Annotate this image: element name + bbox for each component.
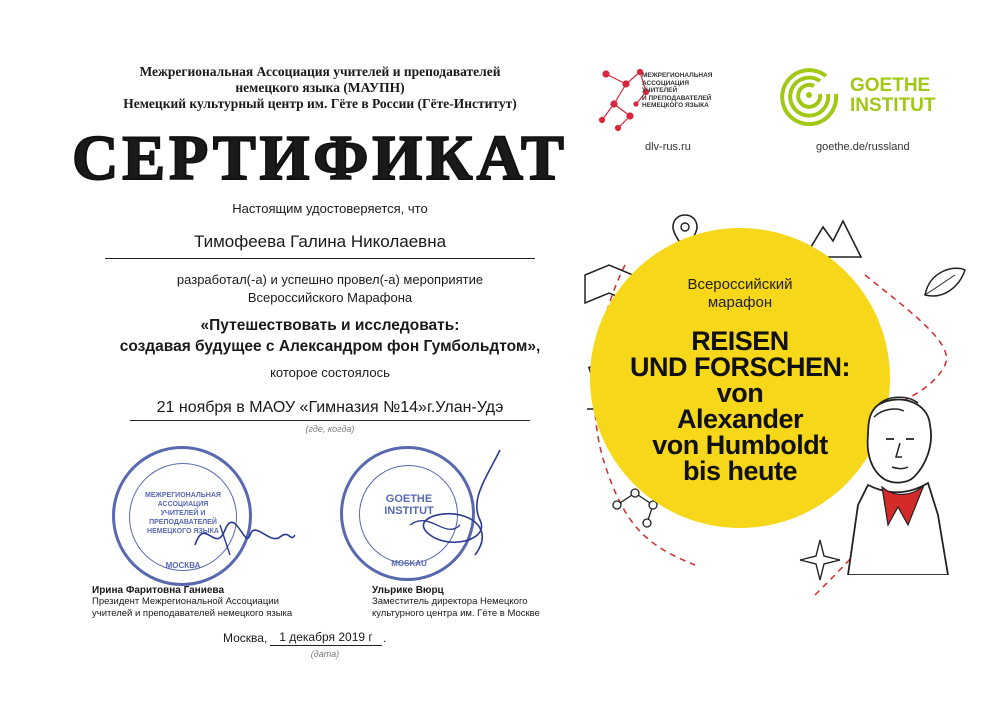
marathon-title-line-2: UND FORSCHEN: <box>630 352 850 382</box>
organizer-line-3: Немецкий культурный центр им. Гёте в России (Гёте-Институт) <box>123 96 517 111</box>
goethe-logo <box>776 64 946 130</box>
stamp-left-text-1: МЕЖРЕГИОНАЛЬНАЯ <box>145 492 221 499</box>
goethe-wordmark <box>850 76 936 116</box>
dlv-text-5: НЕМЕЦКОГО ЯЗЫКА <box>642 102 709 109</box>
dlv-text-3: УЧИТЕЛЕЙ <box>642 87 678 94</box>
signatory-right-role-2: культурного центра им. Гёте в Москве <box>372 608 540 619</box>
stamp-left-text-2: АССОЦИАЦИЯ <box>157 501 209 508</box>
dlv-text-1: МЕЖРЕГИОНАЛЬНАЯ <box>642 72 713 79</box>
body-line-1: разработал(-а) и успешно провел(-а) мероприятие <box>176 272 484 287</box>
leaf-icon <box>925 268 965 296</box>
place-city: Москва, <box>223 631 268 645</box>
dlv-url: dlv-rus.ru <box>645 141 691 153</box>
organizer-line-2: немецкого языка (МАУПН) <box>235 80 405 95</box>
goethe-spiral-icon <box>776 64 844 130</box>
certificate-date: 1 декабря 2019 г <box>270 629 382 646</box>
marathon-title-line-1: REISEN <box>691 326 789 356</box>
stamp-right-text-1: GOETHE <box>385 493 433 505</box>
signature-right <box>390 440 520 570</box>
goethe-url: goethe.de/russland <box>816 141 910 153</box>
dlv-text-4: И ПРЕПОДАВАТЕЛЕЙ <box>642 94 712 102</box>
compass-rose-icon <box>800 540 840 580</box>
marathon-title-line-6: bis heute <box>682 456 798 486</box>
date-suffix: . <box>383 631 387 645</box>
signatory-right-role-1: Заместитель директора Немецкого <box>372 596 528 607</box>
signatory-left-name: Ирина Фаритовна Ганиева <box>92 585 225 596</box>
stamp-left-text-4: НЕМЕЦКОГО ЯЗЫКА <box>147 528 219 535</box>
signatory-left-role-1: Президент Межрегиональной Ассоциации <box>92 596 279 607</box>
signatory-left-role-2: учителей и преподавателей немецкого языка <box>92 608 293 619</box>
body-text <box>110 271 550 307</box>
signature-left <box>190 505 300 565</box>
goethe-word-1: GOETHE <box>850 75 931 96</box>
stamp-right-city: MOSKAU <box>391 559 427 568</box>
date-hint: (дата) <box>310 649 340 659</box>
signatory-right-name: Ульрике Вюрц <box>372 585 444 596</box>
certify-text: Настоящим удостоверяется, что <box>232 201 428 216</box>
marathon-title-line-3: von <box>716 378 764 408</box>
stamp-right-text-2: INSTITUT <box>384 505 434 517</box>
stamp-left-text-3: УЧИТЕЛЕЙ И ПРЕПОДАВАТЕЛЕЙ <box>149 510 217 526</box>
where-when-hint: (где, когда) <box>305 424 355 434</box>
event-title-line-1: «Путешествовать и исследовать: <box>200 317 460 334</box>
body-line-2: Всероссийского Марафона <box>247 290 413 305</box>
marathon-title-line-4: Alexander <box>676 404 804 434</box>
organizer-line-1: Межрегиональная Ассоциация учителей и преподавателей <box>139 64 501 79</box>
event-title-line-2: создавая будущее с Александром фон Гумбольдтом», <box>119 338 541 355</box>
marathon-subtitle <box>630 276 850 312</box>
event-details: 21 ноября в МАОУ «Гимназия №14»г.Улан-Удэ <box>130 396 530 421</box>
recipient-name: Тимофеева Галина Николаевна <box>105 226 535 259</box>
goethe-word-2: INSTITUT <box>850 95 936 116</box>
certificate-title: СЕРТИФИКАТ <box>72 122 568 193</box>
marathon-title-line-5: von Humboldt <box>652 430 828 460</box>
organizers-block <box>60 64 580 112</box>
stamp-left-city: МОСКВА <box>165 561 201 570</box>
took-place-text: которое состоялось <box>270 365 390 380</box>
humboldt-portrait <box>838 395 950 575</box>
event-title <box>80 315 580 357</box>
signatory-left-block <box>92 585 332 620</box>
signatory-right-block <box>372 585 592 620</box>
dlv-text-2: АССОЦИАЦИЯ <box>642 79 690 87</box>
dlv-logo-text <box>642 72 712 110</box>
marathon-sub-line-1: Всероссийский <box>687 276 793 293</box>
marathon-sub-line-2: марафон <box>707 294 773 311</box>
